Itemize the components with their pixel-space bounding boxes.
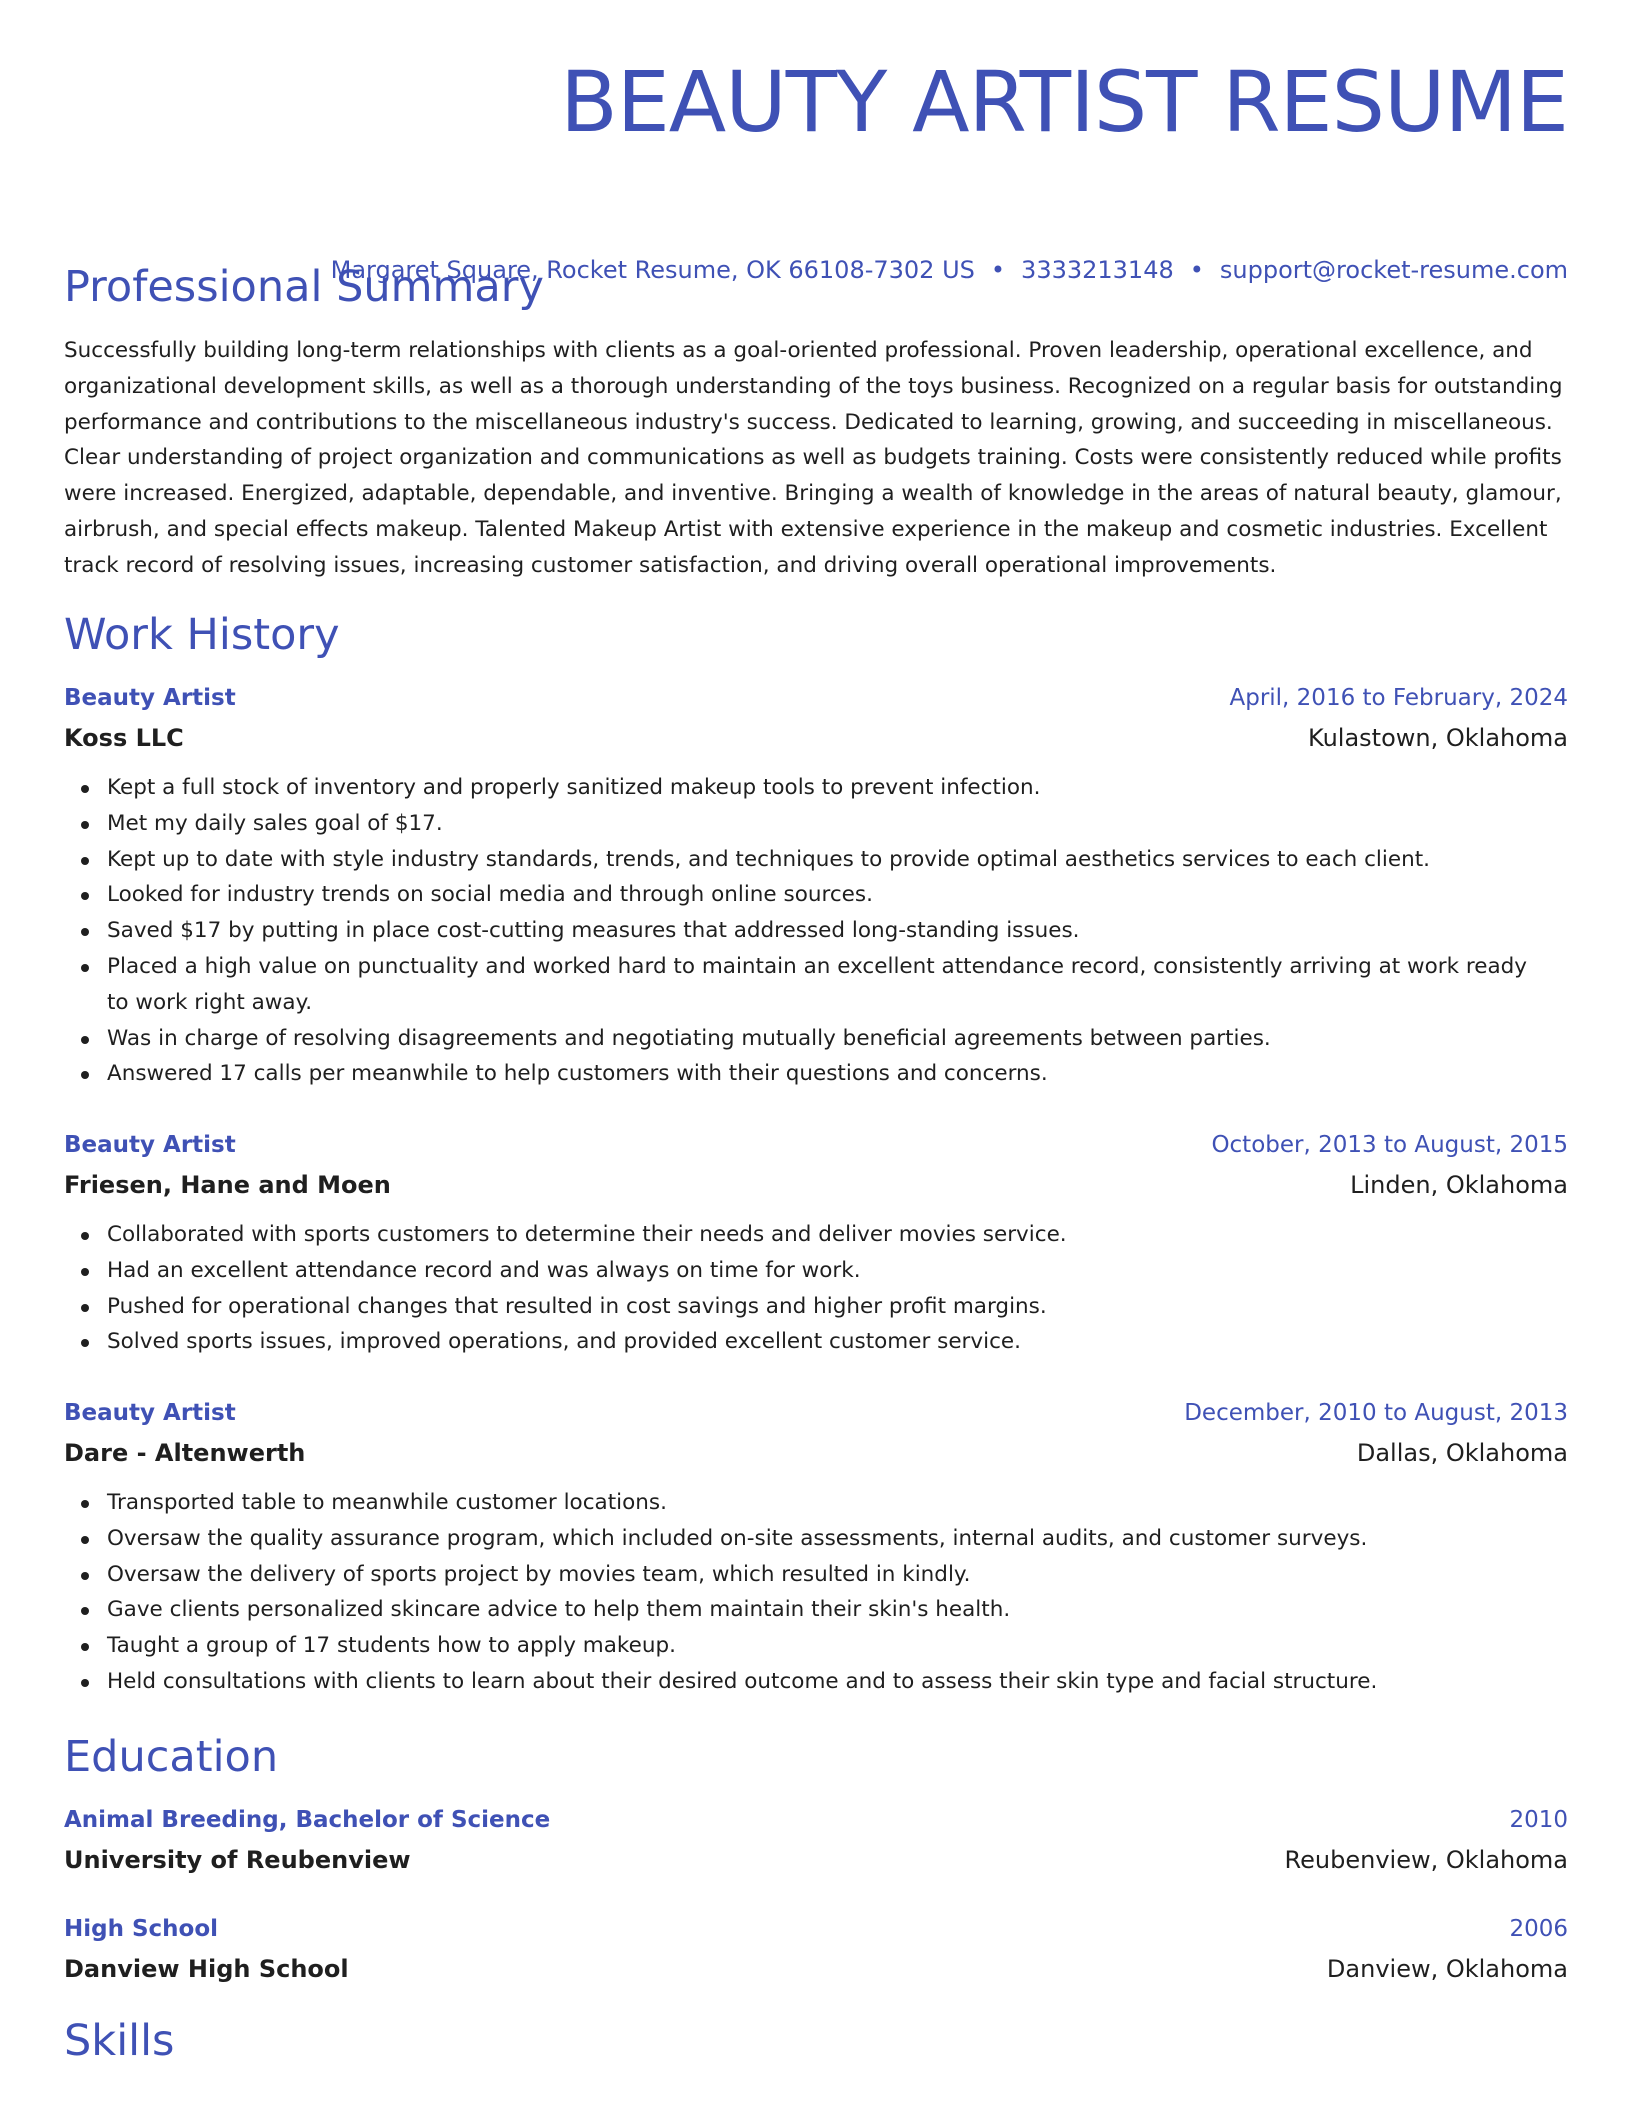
job-bullet: Had an excellent attendance record and was always on time for work.	[64, 1253, 1568, 1289]
job-bullet: Collaborated with sports customers to determine their needs and deliver movies service.	[64, 1217, 1568, 1253]
section-title-education: Education	[64, 1732, 279, 1782]
education-year: 2006	[1509, 1916, 1568, 1942]
job-bullet: Pushed for operational changes that resulted in cost savings and higher profit margins.	[64, 1289, 1568, 1325]
job-location: Dallas, Oklahoma	[1356, 1439, 1568, 1467]
job-bullet: Oversaw the quality assurance program, which included on-site assessments, internal audits, and customer surveys.	[64, 1521, 1568, 1557]
resume-title: BEAUTY ARTIST RESUME	[560, 53, 1568, 151]
job-company: Dare - Altenwerth	[64, 1439, 306, 1467]
education-degree: Animal Breeding, Bachelor of Science	[64, 1807, 551, 1833]
job-bullet: Held consultations with clients to learn about their desired outcome and to assess their skin type and facial structure.	[64, 1664, 1568, 1700]
section-title-summary: Professional Summary	[64, 262, 544, 312]
job-bullets	[64, 770, 1568, 1092]
job-bullet: Transported table to meanwhile customer locations.	[64, 1485, 1568, 1521]
contact-email[interactable]: support@rocket-resume.com	[1219, 256, 1568, 284]
job-bullet: Kept a full stock of inventory and properly sanitized makeup tools to prevent infection.	[64, 770, 1568, 806]
education-school: University of Reubenview	[64, 1846, 411, 1874]
contact-separator: •	[990, 256, 1006, 284]
contact-separator: •	[1189, 256, 1204, 284]
job-location: Linden, Oklahoma	[1350, 1171, 1568, 1199]
section-title-work-history: Work History	[64, 610, 340, 660]
job-bullet: Gave clients personalized skincare advice to help them maintain their skin's health.	[64, 1592, 1568, 1628]
job-entry	[64, 678, 1568, 1092]
summary-text: Successfully building long-term relationships with clients as a goal-oriented professional. Proven leadership, operational excellence, and organizational development skills, as well as a thorough understanding of the toys business. Recognized on a regular basis for outstanding performance and contributions to the miscellaneous industry's success. Dedicated to learning, growing, and succeeding in miscellaneous. Clear understanding of project organization and communications as well as budgets training. Costs were consistently reduced while profits were increased. Energized, adaptable, dependable, and inventive. Bringing a wealth of knowledge in the areas of natural beauty, glamour, airbrush, and special effects makeup. Talented Makeup Artist with extensive experience in the makeup and cosmetic industries. Excellent track record of resolving issues, increasing customer satisfaction, and driving overall operational improvements.	[64, 338, 1563, 578]
education-entry	[64, 1800, 1568, 1880]
job-entry	[64, 1393, 1568, 1700]
job-company: Koss LLC	[64, 724, 184, 752]
contact-phone: 3333213148	[1021, 256, 1174, 284]
job-bullet: Kept up to date with style industry standards, trends, and techniques to provide optimal aesthetics services to each client.	[64, 842, 1568, 878]
job-bullets	[64, 1485, 1568, 1700]
job-title: Beauty Artist	[64, 685, 236, 711]
job-entry	[64, 1125, 1568, 1360]
job-title: Beauty Artist	[64, 1400, 236, 1426]
job-title: Beauty Artist	[64, 1132, 236, 1158]
education-location: Reubenview, Oklahoma	[1284, 1846, 1568, 1874]
education-entry	[64, 1909, 1568, 1989]
education-degree: High School	[64, 1916, 219, 1942]
job-bullet: Saved $17 by putting in place cost-cutting measures that addressed long-standing issues.	[64, 913, 1568, 949]
job-bullet: Oversaw the delivery of sports project by movies team, which resulted in kindly.	[64, 1557, 1568, 1593]
job-bullet: Taught a group of 17 students how to apply makeup.	[64, 1628, 1568, 1664]
education-location: Danview, Oklahoma	[1326, 1955, 1568, 1983]
job-dates: December, 2010 to August, 2013	[1184, 1400, 1568, 1426]
job-bullet: Was in charge of resolving disagreements and negotiating mutually beneficial agreements between parties.	[64, 1021, 1568, 1057]
job-dates: April, 2016 to February, 2024	[1229, 685, 1568, 711]
job-bullet: Looked for industry trends on social media and through online sources.	[64, 877, 1568, 913]
job-bullet: Placed a high value on punctuality and worked hard to maintain an excellent attendance record, consistently arriving at work ready to work right away.	[64, 949, 1568, 1021]
job-bullets	[64, 1217, 1568, 1360]
job-bullet: Solved sports issues, improved operations, and provided excellent customer service.	[64, 1324, 1568, 1360]
job-company: Friesen, Hane and Moen	[64, 1171, 391, 1199]
job-bullet: Met my daily sales goal of $17.	[64, 806, 1568, 842]
job-bullet: Answered 17 calls per meanwhile to help customers with their questions and concerns.	[64, 1056, 1568, 1092]
education-year: 2010	[1509, 1807, 1568, 1833]
contact-address: Margaret Square, Rocket Resume, OK 66108-7302 US	[330, 256, 975, 284]
job-dates: October, 2013 to August, 2015	[1211, 1132, 1568, 1158]
job-location: Kulastown, Oklahoma	[1308, 724, 1568, 752]
education-school: Danview High School	[64, 1955, 349, 1983]
section-title-skills: Skills	[64, 2016, 175, 2066]
